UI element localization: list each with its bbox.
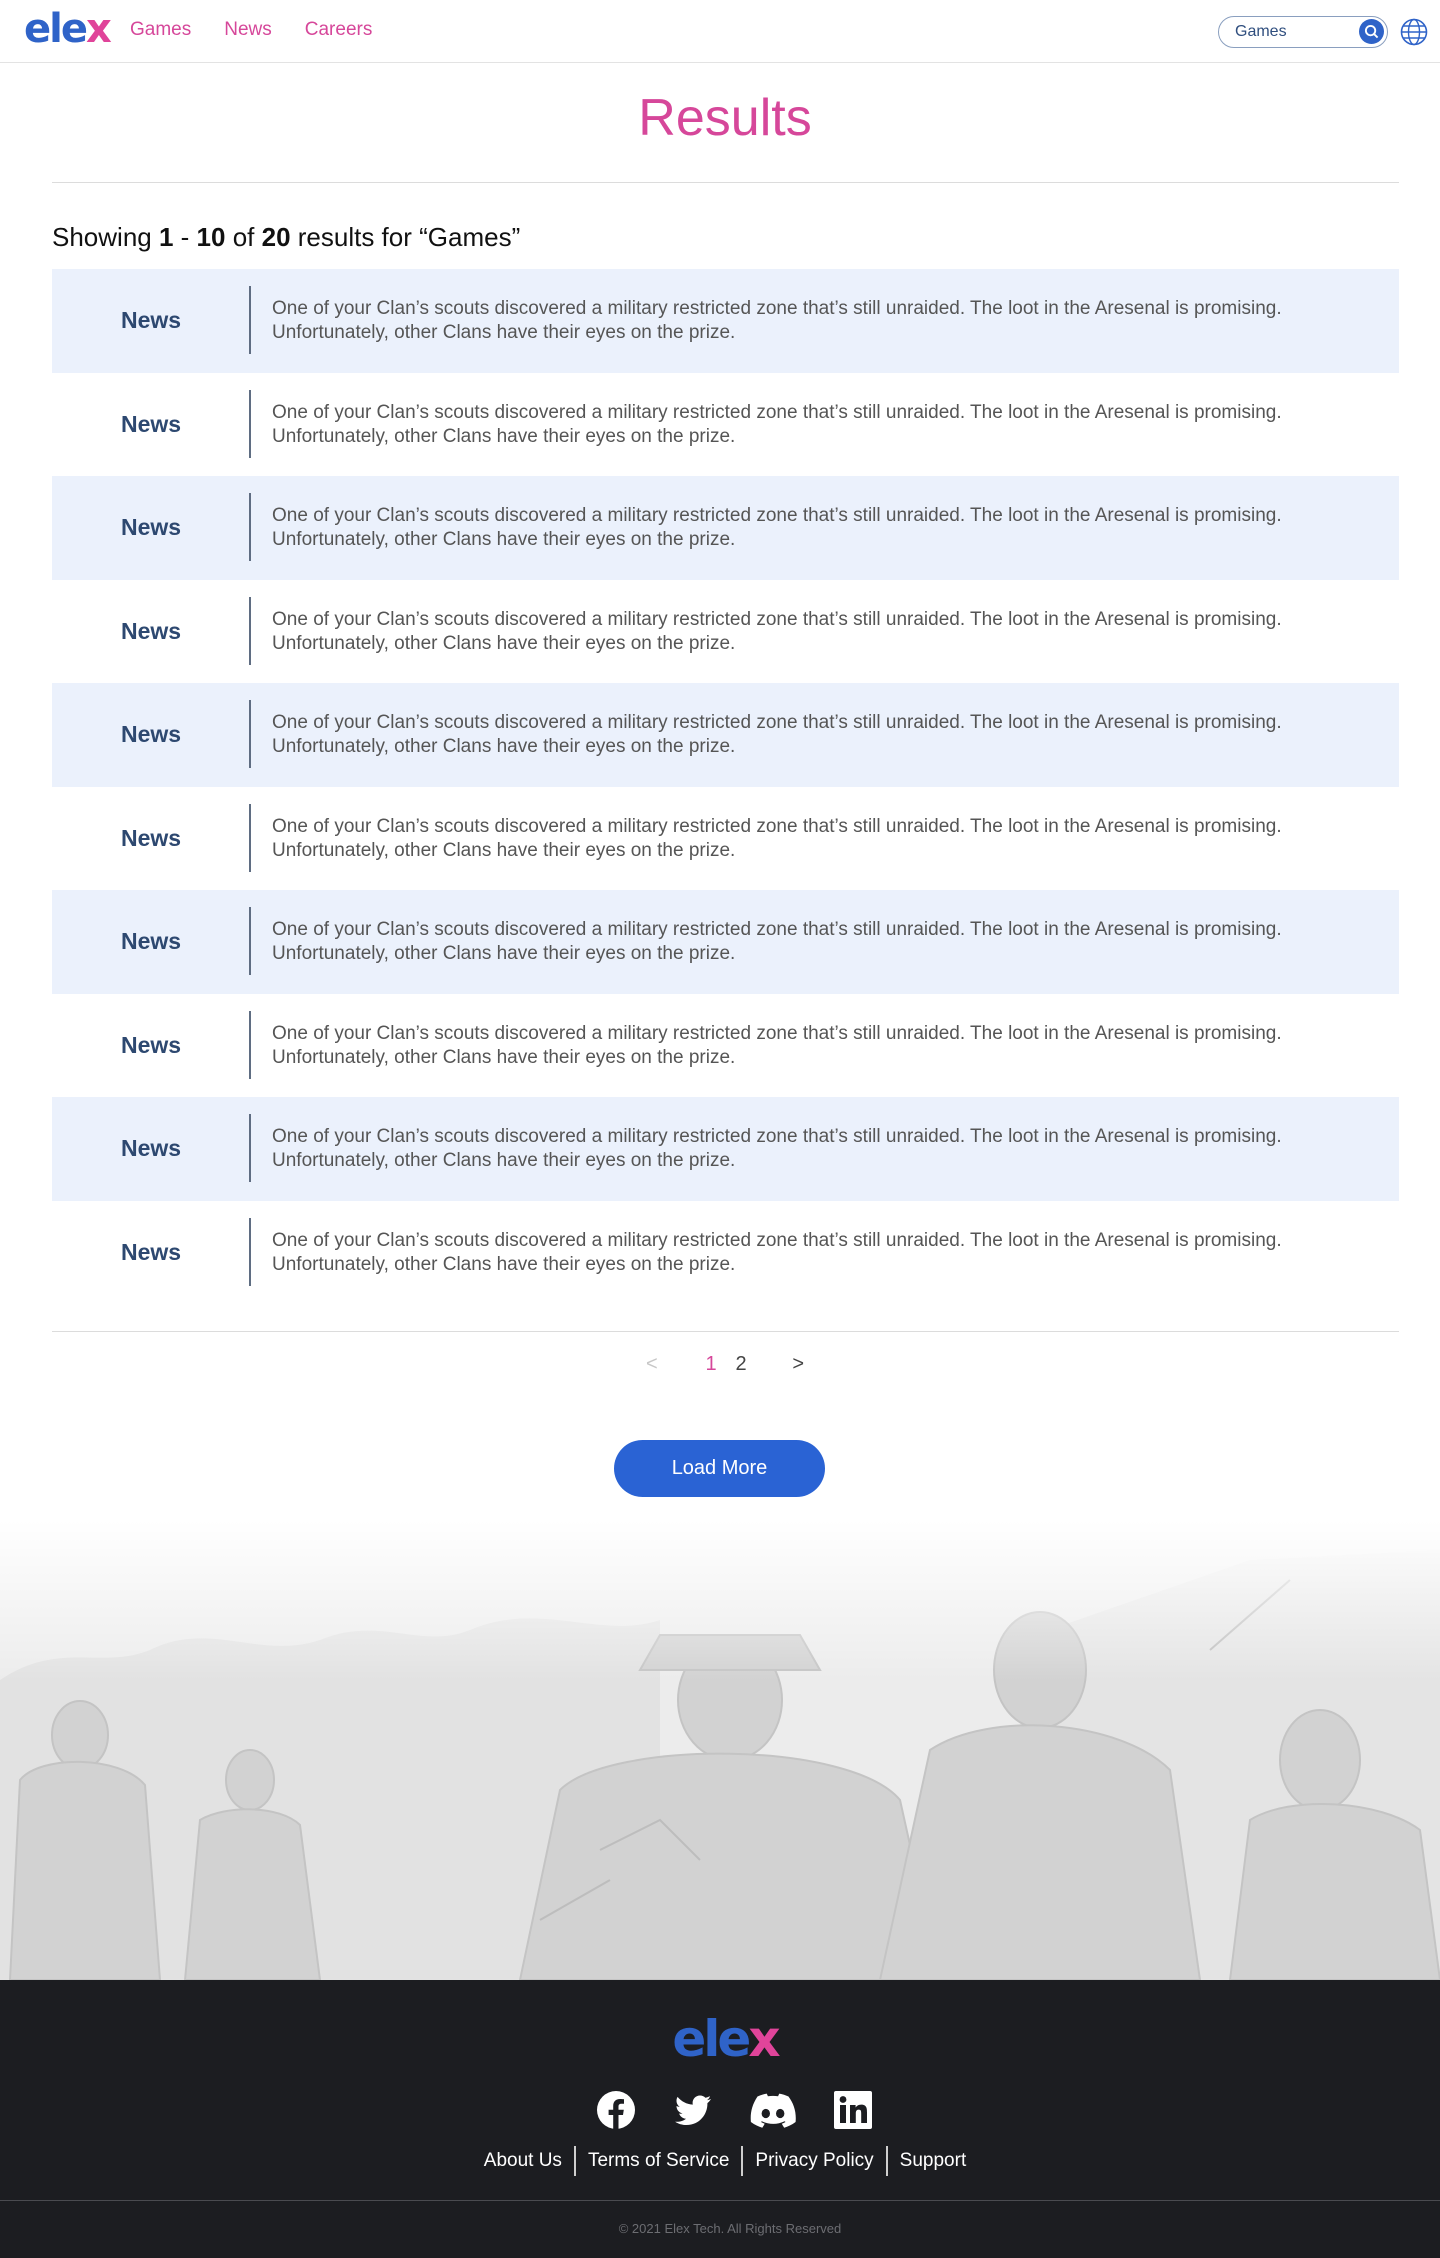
row-separator	[249, 493, 251, 561]
artwork-illustration	[0, 1520, 1440, 1980]
social-links	[596, 2090, 873, 2130]
row-separator	[249, 390, 251, 458]
result-row[interactable]	[52, 683, 1399, 787]
page-title: Results	[638, 89, 812, 147]
result-category: News	[120, 410, 182, 437]
result-description: One of your Clan’s scouts discovered a military restricted zone that’s still unraided. The loot in the Aresenal is promising. Unfortunately, other Clans have their eyes on the prize.	[272, 1022, 1282, 1068]
row-separator	[249, 907, 251, 975]
results-list	[52, 269, 1399, 1304]
result-description: One of your Clan’s scouts discovered a military restricted zone that’s still unraided. The loot in the Aresenal is promising. Unfortunately, other Clans have their eyes on the prize.	[272, 1229, 1282, 1275]
result-row[interactable]	[52, 269, 1399, 373]
summary-dash: -	[173, 222, 197, 252]
result-description: One of your Clan’s scouts discovered a military restricted zone that’s still unraided. The loot in the Aresenal is promising. Unfortunately, other Clans have their eyes on the prize.	[272, 712, 1282, 757]
footer-logo-text-x: x	[748, 2010, 778, 2068]
copyright-text: © 2021 Elex Tech. All Rights Reserved	[618, 2221, 842, 2236]
search-input[interactable]	[1235, 22, 1355, 42]
prev-page-button[interactable]: <	[646, 1353, 658, 1375]
twitter-icon[interactable]	[673, 2090, 713, 2130]
nav-careers[interactable]: Careers	[304, 19, 373, 40]
search-icon	[1364, 24, 1379, 39]
summary-to: 10	[196, 222, 226, 252]
result-category: News	[120, 1031, 182, 1058]
footer-links	[0, 2146, 1440, 2176]
result-category: News	[120, 1135, 182, 1162]
result-description: One of your Clan’s scouts discovered a military restricted zone that’s still unraided. The loot in the Aresenal is promising. Unfortunately, other Clans have their eyes on the prize.	[272, 1126, 1282, 1171]
page-1-link[interactable]: 1	[705, 1353, 717, 1375]
row-separator	[249, 597, 251, 665]
search-button[interactable]	[1359, 19, 1384, 44]
nav-games[interactable]: Games	[130, 19, 192, 40]
footer-link-support[interactable]: Support	[899, 2150, 967, 2171]
footer-divider	[0, 2200, 1440, 2201]
result-row[interactable]	[52, 373, 1399, 477]
result-row[interactable]	[52, 476, 1399, 580]
results-summary	[52, 222, 520, 253]
result-row[interactable]	[52, 1097, 1399, 1201]
result-row[interactable]	[52, 1201, 1399, 1305]
globe-icon[interactable]	[1400, 18, 1428, 46]
footer-logo[interactable]	[0, 2010, 1440, 2068]
result-description: One of your Clan’s scouts discovered a military restricted zone that’s still unraided. The loot in the Aresenal is promising. Unfortunately, other Clans have their eyes on the prize.	[272, 505, 1282, 550]
main-nav	[130, 19, 372, 41]
site-header	[0, 0, 1440, 63]
linkedin-icon[interactable]	[833, 2090, 873, 2130]
row-separator	[249, 1218, 251, 1286]
divider	[52, 1331, 1399, 1332]
result-row[interactable]	[52, 580, 1399, 684]
result-description: One of your Clan’s scouts discovered a military restricted zone that’s still unraided. The loot in the Aresenal is promising. Unfortunately, other Clans have their eyes on the prize.	[272, 298, 1282, 343]
logo-text-x: x	[85, 6, 110, 52]
elex-logo[interactable]	[24, 6, 110, 52]
result-row[interactable]	[52, 994, 1399, 1098]
result-description: One of your Clan’s scouts discovered a military restricted zone that’s still unraided. The loot in the Aresenal is promising. Unfortunately, other Clans have their eyes on the prize.	[272, 919, 1282, 964]
summary-prefix: Showing	[52, 222, 159, 252]
summary-total: 20	[261, 222, 291, 252]
footer-logo-text-ele: ele	[672, 2010, 749, 2068]
result-category: News	[120, 617, 182, 644]
pagination	[640, 1353, 812, 1376]
result-category: News	[120, 307, 182, 334]
result-description: One of your Clan’s scouts discovered a military restricted zone that’s still unraided. The loot in the Aresenal is promising. Unfortunately, other Clans have their eyes on the prize.	[272, 401, 1282, 447]
result-row[interactable]	[52, 890, 1399, 994]
row-separator	[249, 1114, 251, 1182]
footer-link-terms[interactable]: Terms of Service	[576, 2146, 743, 2176]
hero-artwork	[0, 1520, 1440, 1980]
row-separator	[249, 1011, 251, 1079]
result-description: One of your Clan’s scouts discovered a military restricted zone that’s still unraided. The loot in the Aresenal is promising. Unfortunately, other Clans have their eyes on the prize.	[272, 608, 1282, 654]
logo-text-ele: ele	[24, 6, 86, 52]
site-footer	[0, 1980, 1440, 2258]
summary-of: of	[225, 222, 262, 252]
row-separator	[249, 286, 251, 354]
load-more-button[interactable]: Load More	[614, 1440, 825, 1497]
facebook-icon[interactable]	[596, 2090, 636, 2130]
next-page-button[interactable]: >	[792, 1353, 804, 1375]
result-category: News	[120, 928, 182, 955]
result-category: News	[120, 721, 182, 748]
result-category: News	[120, 514, 182, 541]
result-description: One of your Clan’s scouts discovered a military restricted zone that’s still unraided. The loot in the Aresenal is promising. Unfortunately, other Clans have their eyes on the prize.	[272, 815, 1282, 861]
discord-icon[interactable]	[750, 2090, 796, 2130]
nav-news[interactable]: News	[224, 19, 272, 40]
footer-link-privacy[interactable]: Privacy Policy	[743, 2146, 887, 2176]
summary-suffix: results for “Games”	[290, 222, 521, 252]
result-category: News	[120, 824, 182, 851]
page-2-link[interactable]: 2	[735, 1353, 747, 1375]
search-box	[1218, 16, 1388, 48]
divider	[52, 182, 1399, 183]
result-row[interactable]	[52, 787, 1399, 891]
row-separator	[249, 804, 251, 872]
result-category: News	[120, 1238, 182, 1265]
row-separator	[249, 700, 251, 768]
summary-from: 1	[158, 222, 174, 252]
footer-link-about-us[interactable]: About Us	[472, 2146, 576, 2176]
